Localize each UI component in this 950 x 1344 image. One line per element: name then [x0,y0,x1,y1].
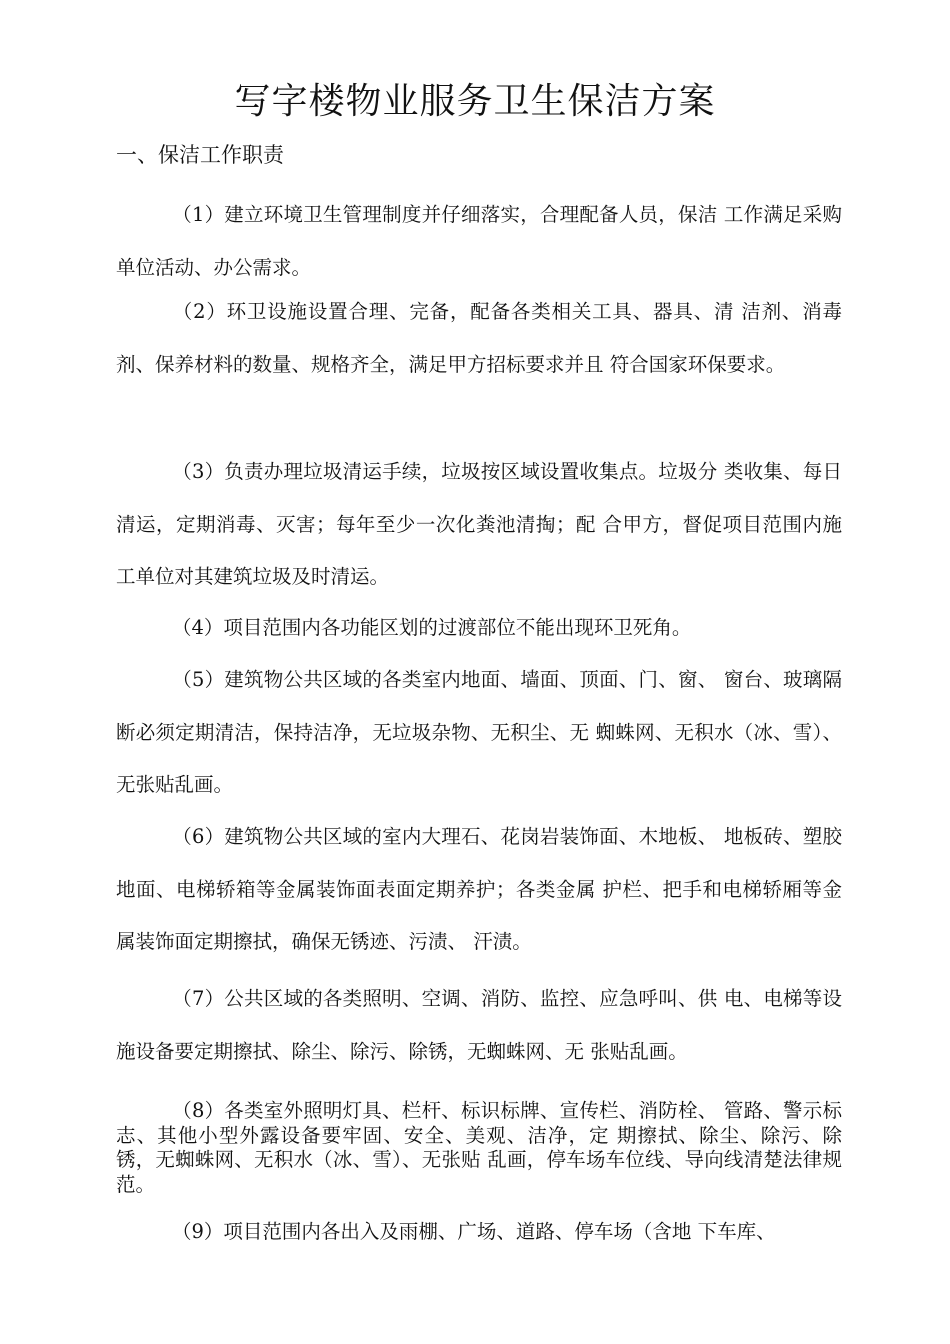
paragraph-5 [116,654,842,814]
section-heading: 一、保洁工作职责 [116,143,284,167]
paragraph-text: （4）项目范围内各功能区划的过渡部位不能出现环卫死角。 [172,616,692,639]
paragraph-text: （1）建立环境卫生管理制度并仔细落实，合理配备人员，保洁 工作满足采购单位活动、办公需求。 [116,203,842,279]
paragraph-text: （2）环卫设施设置合理、完备，配备各类相关工具、器具、清 洁剂、消毒剂、保养材料的数量、规格齐全，满足甲方招标要求并且 符合国家环保要求。 [116,300,842,376]
paragraph-2 [116,286,842,446]
paragraph-8 [116,1099,842,1209]
document-title: 写字楼物业服务卫生保洁方案 [234,81,716,122]
paragraph-text: （6）建筑物公共区域的室内大理石、花岗岩装饰面、木地板、 地板砖、塑胶地面、电梯轿箱等金属装饰面表面定期养护；各类金属 护栏、把手和电梯轿厢等金属装饰面定期擦拭，确保无锈迹、污渍、 汗渍。 [116,825,842,953]
paragraph-text: （3）负责办理垃圾清运手续，垃圾按区域设置收集点。垃圾分 类收集、每日清运，定期消毒、灭害；每年至少一次化粪池清掏；配 合甲方，督促项目范围内施工单位对其建筑垃圾及时清运。 [116,460,842,588]
paragraph-text: （9）项目范围内各出入及雨棚、广场、道路、停车场（含地 下车库、 [172,1220,776,1243]
paragraph-6 [116,811,842,971]
paragraph-9 [116,1206,842,1262]
paragraph-text: （5）建筑物公共区域的各类室内地面、墙面、顶面、门、窗、 窗台、玻璃隔断必须定期清洁，保持洁净，无垃圾杂物、无积尘、无 蜘蛛网、无积水（冰、雪）、无张贴乱画。 [116,668,842,796]
paragraph-text: （7）公共区域的各类照明、空调、消防、监控、应急呼叫、供 电、电梯等设施设备要定期擦拭、除尘、除污、除锈，无蜘蛛网、无 张贴乱画。 [116,987,842,1063]
paragraph-3 [116,446,842,606]
paragraph-text: （8）各类室外照明灯具、栏杆、标识标牌、宣传栏、消防栓、 管路、警示标志、其他小型外露设备要牢固、安全、美观、洁净，定 期擦拭、除尘、除污、除锈，无蜘蛛网、无积水（冰、雪）、无张贴 乱画，停车场车位线、导向线清楚法律规范。 [116,1099,842,1196]
